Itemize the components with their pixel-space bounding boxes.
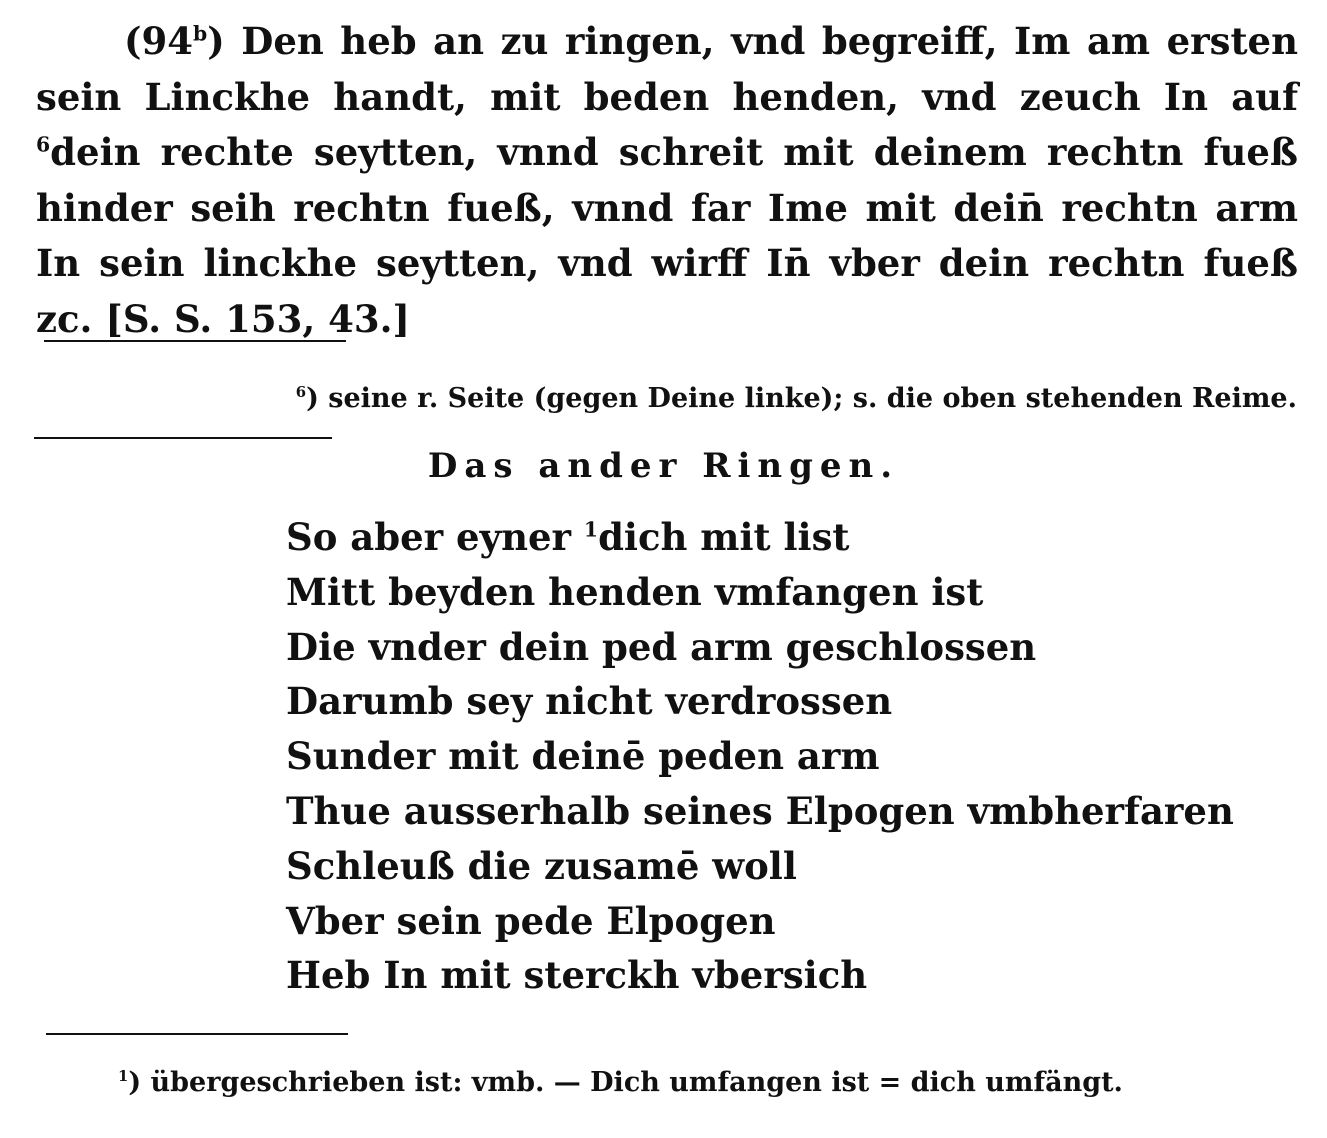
verse-line: Sunder mit deinē peden arm	[286, 734, 880, 779]
paragraph-ref-superscript: b	[193, 21, 208, 46]
footnote-6-marker-close: )	[306, 383, 319, 414]
paragraph-ref-number: (94	[124, 19, 193, 63]
paragraph-text-part-2: dein rechte seytten, vnnd schreit mit deinem rechtn fueß hinder seih rechtn fueß, vnnd far Ime mit dein̄ rechtn arm In sein linckhe seytten, vnd wirff In̄ vber dein rechtn fueß zc.	[36, 130, 1298, 341]
footnote-separator-rule	[44, 340, 346, 342]
verse-line: Mitt beyden henden vmfangen ist	[286, 569, 984, 614]
footnote-marker-6: 6	[36, 132, 51, 157]
footnote-marker-1: 1	[583, 517, 599, 542]
verse-line-1-text-end: dich mit list	[598, 515, 850, 559]
footnote-6-marker: 6	[295, 383, 307, 401]
verse-line: Heb In mit sterckh vbersich	[286, 953, 868, 998]
verse-line: Vber sein pede Elpogen	[286, 898, 776, 943]
main-paragraph	[36, 14, 1298, 347]
verse-line	[286, 510, 1234, 565]
verse-line: Thue ausserhalb seines Elpogen vmbherfaren	[286, 788, 1234, 833]
footnote-6	[296, 383, 1297, 414]
verse-line-1-text-start: So aber eyner	[286, 515, 584, 559]
footnote-1-marker-close: )	[128, 1067, 142, 1098]
verse-line: Schleuß die zusamē woll	[286, 843, 797, 888]
verse-line: Darumb sey nicht verdrossen	[286, 679, 893, 724]
paragraph-text-part-1: Den heb an zu ringen, vnd begreiff, Im am ersten sein Linckhe handt, mit beden henden, vnd zeuch In auf	[36, 19, 1298, 119]
section-separator-rule	[34, 437, 332, 439]
paragraph-citation: [S. S. 153, 43.]	[105, 296, 411, 341]
verse-block	[286, 510, 1234, 1003]
verse-line: Die vnder dein ped arm geschlossen	[286, 624, 1037, 669]
paragraph-ref-close: )	[207, 19, 225, 63]
footnote-6-text: seine r. Seite (gegen Deine linke); s. die oben stehenden Reime.	[318, 383, 1297, 414]
footnote-1-text: übergeschrieben ist: vmb. — Dich umfangen ist = dich umfängt.	[141, 1067, 1123, 1098]
footnote-1	[118, 1067, 1123, 1098]
footnote-1-marker: 1	[118, 1067, 129, 1085]
section-heading: Das ander Ringen.	[427, 446, 900, 486]
footnote-separator-rule	[46, 1033, 348, 1035]
